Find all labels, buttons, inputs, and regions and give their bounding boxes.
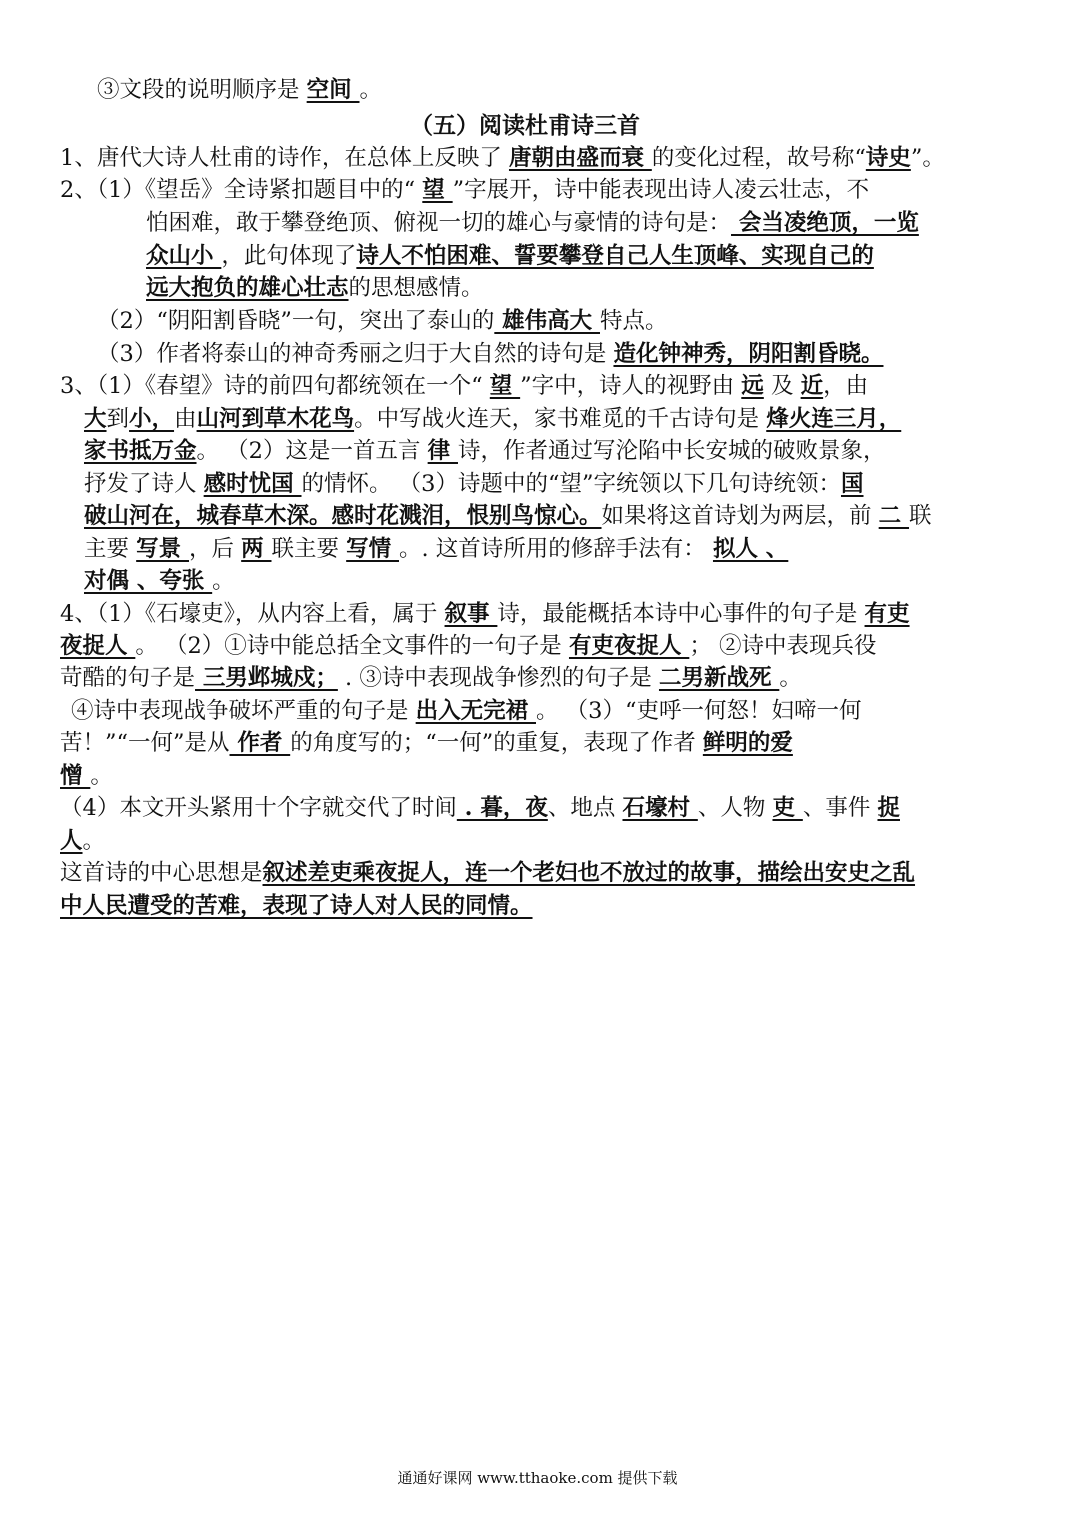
line-text: 及 <box>763 373 801 399</box>
line-text: 的角度写的；“一何”的重复，表现了作者 <box>290 730 703 756</box>
text-line <box>60 857 915 889</box>
line-text: 抒发了诗人 <box>84 471 204 497</box>
line-text: ”字中，诗人的视野由 <box>520 373 742 399</box>
line-text: ； ②诗中表现兵役 <box>689 633 877 659</box>
text-line <box>97 338 883 370</box>
answer-text: 诗人不怕困难、誓要攀登自己人生顶峰、实现自己的 <box>356 243 874 269</box>
text-line <box>60 598 910 630</box>
line-text: 联 <box>909 503 932 529</box>
line-text: 1、唐代大诗人杜甫的诗作，在总体上反映了 <box>60 145 509 171</box>
answer-text: 有吏 <box>864 601 910 627</box>
answer-text: 望 <box>422 177 453 203</box>
line-text: （4）本文开头紧用十个字就交代了时间 <box>60 795 457 821</box>
text-line <box>60 890 533 922</box>
answer-text: 二男新战死 <box>658 665 780 691</box>
text-line <box>60 174 869 206</box>
answer-text: 众山小 <box>146 243 222 269</box>
answer-text: 石壕村 <box>622 795 698 821</box>
text-line <box>60 142 945 174</box>
line-text: 到 <box>106 406 130 432</box>
text-line <box>84 533 788 565</box>
line-text: 苛酷的句子是 <box>60 665 196 691</box>
answer-text: 望 <box>489 373 521 399</box>
answer-text: 有吏夜捉人 <box>568 633 690 659</box>
line-text: 。 <box>90 763 113 789</box>
answer-text: 三男邺城戍； <box>195 665 338 691</box>
answer-text: 叙事 <box>444 601 498 627</box>
text-line <box>60 727 793 759</box>
line-text: 。 <box>779 665 802 691</box>
line-text: 联主要 <box>271 536 347 562</box>
line-text: . ③诗中表现战争惨烈的句子是 <box>337 665 659 691</box>
line-text: ”。 <box>910 145 945 171</box>
line-text: 这首诗的中心思想是 <box>60 860 263 886</box>
line-text: 、事件 <box>802 795 878 821</box>
answer-text: . 暮，夜 <box>456 795 548 821</box>
line-text: （3）作者将泰山的神奇秀丽之归于大自然的诗句是 <box>97 341 614 367</box>
answer-text: 中人民遭受的苦难，表现了诗人对人民的同情。 <box>60 893 533 919</box>
line-text: 。 <box>359 77 383 103</box>
answer-text: 雄伟高大 <box>494 308 600 334</box>
line-text: ，此句体现了 <box>221 243 357 269</box>
line-text: ，后 <box>189 536 242 562</box>
line-text: 。 <box>212 568 235 594</box>
answer-text: 小， <box>129 406 175 432</box>
answer-text: 近 <box>800 373 824 399</box>
line-text: 4、（1）《石壕吏》，从内容上看，属于 <box>60 601 445 627</box>
line-text: 怕困难，敢于攀登绝顶、俯视一切的雄心与豪情的诗句是： <box>146 210 732 236</box>
line-text: 、人物 <box>697 795 773 821</box>
answer-text: 吏 <box>772 795 803 821</box>
text-line <box>84 565 235 597</box>
answer-text: 国 <box>840 471 864 497</box>
answer-text: 山河到草木花鸟 <box>196 406 355 432</box>
line-text: 诗，最能概括本诗中心事件的句子是 <box>497 601 865 627</box>
answer-text: 对偶 、夸张 <box>84 568 213 594</box>
line-text: 。 （2）①诗中能总括全文事件的一句子是 <box>135 633 569 659</box>
line-text: 。中写战火连天，家书难觅的千古诗句是 <box>354 406 767 432</box>
text-line <box>71 695 861 727</box>
answer-text: 二 <box>878 503 910 529</box>
answer-text: 烽火连三月， <box>766 406 902 432</box>
line-text: 。 （2）这是一首五言 <box>196 438 428 464</box>
line-text: 特点。 <box>600 308 668 334</box>
answer-text: 远 <box>741 373 764 399</box>
text-line <box>60 370 868 402</box>
line-text: ④诗中表现战争破坏严重的句子是 <box>71 698 416 724</box>
answer-text: 律 <box>427 438 458 464</box>
text-line <box>60 825 105 857</box>
line-text: （2）“阴阳割昏晓”一句，突出了泰山的 <box>97 308 495 334</box>
answer-text: 夜捉人 <box>60 633 136 659</box>
line-text: ”字展开，诗中能表现出诗人凌云壮志，不 <box>452 177 870 203</box>
answer-text: 造化钟神秀，阴阳割昏晓。 <box>613 341 884 367</box>
answer-text: 唐朝由盛而衰 <box>508 145 652 171</box>
answer-text: 感时忧国 <box>203 471 302 497</box>
answer-text: 拟人 、 <box>712 536 789 562</box>
answer-text: 远大抱负的雄心壮志 <box>146 275 349 301</box>
text-line <box>60 792 900 824</box>
text-line <box>60 630 876 662</box>
line-text: 诗，作者通过写沦陷中长安城的破败景象， <box>457 438 886 464</box>
answer-text: 写景 <box>136 536 189 562</box>
line-text: 2、（1）《望岳》全诗紧扣题目中的“ <box>60 177 423 203</box>
answer-text: 憎 <box>60 763 91 789</box>
answer-text: 家书抵万金 <box>84 438 197 464</box>
answer-text: 破山河在，城春草木深。感时花溅泪，恨别鸟惊心。 <box>84 503 602 529</box>
line-text: 3、（1）《春望》诗的前四句都统领在一个“ <box>60 373 490 399</box>
answer-text: 人 <box>60 828 83 854</box>
answer-text: 作者 <box>229 730 291 756</box>
section-title <box>410 110 640 142</box>
line-text: 由 <box>174 406 197 432</box>
text-line <box>146 240 874 272</box>
text-line <box>84 403 901 435</box>
line-text: 苦！”“一何”是从 <box>60 730 230 756</box>
answer-text: 会当凌绝顶，一览 <box>731 210 919 236</box>
text-line <box>84 468 864 500</box>
text-line <box>97 305 668 337</box>
answer-text: 诗史 <box>865 145 911 171</box>
answer-text: 写情 <box>346 536 399 562</box>
text-line <box>97 74 382 106</box>
text-line <box>60 662 802 694</box>
line-text: 。. 这首诗所用的修辞手法有： <box>399 536 713 562</box>
line-text: 的变化过程，故号称“ <box>651 145 866 171</box>
line-text: 主要 <box>84 536 137 562</box>
text-line <box>84 435 886 467</box>
text-line <box>60 760 113 792</box>
line-text: 。 （3）“吏呼一何怒！妇啼一何 <box>536 698 862 724</box>
footer-source-note: 通通好课网 www.tthaoke.com 提供下载 <box>397 1469 678 1487</box>
line-text: 的思想感情。 <box>348 275 484 301</box>
text-line <box>84 500 932 532</box>
line-text: ③文段的说明顺序是 <box>97 77 307 103</box>
line-text: 、地点 <box>547 795 623 821</box>
line-text: （五）阅读杜甫诗三首 <box>410 112 640 139</box>
answer-text: 叙述差吏乘夜捉人，连一个老妇也不放过的故事，描绘出安史之乱 <box>262 860 916 886</box>
line-text: 的情怀。 （3）诗题中的“望”字统领以下几句诗统领： <box>301 471 841 497</box>
line-text: ，由 <box>823 373 869 399</box>
line-text: 。 <box>82 828 106 854</box>
answer-text: 空间 <box>306 77 360 103</box>
answer-text: 两 <box>241 536 272 562</box>
text-line <box>146 207 919 239</box>
text-line <box>146 272 484 304</box>
answer-text: 捉 <box>877 795 900 821</box>
answer-text: 鲜明的爱 <box>702 730 793 756</box>
answer-text: 出入无完裙 <box>415 698 536 724</box>
line-text: 如果将这首诗划为两层，前 <box>601 503 879 529</box>
answer-text: 大 <box>84 406 107 432</box>
